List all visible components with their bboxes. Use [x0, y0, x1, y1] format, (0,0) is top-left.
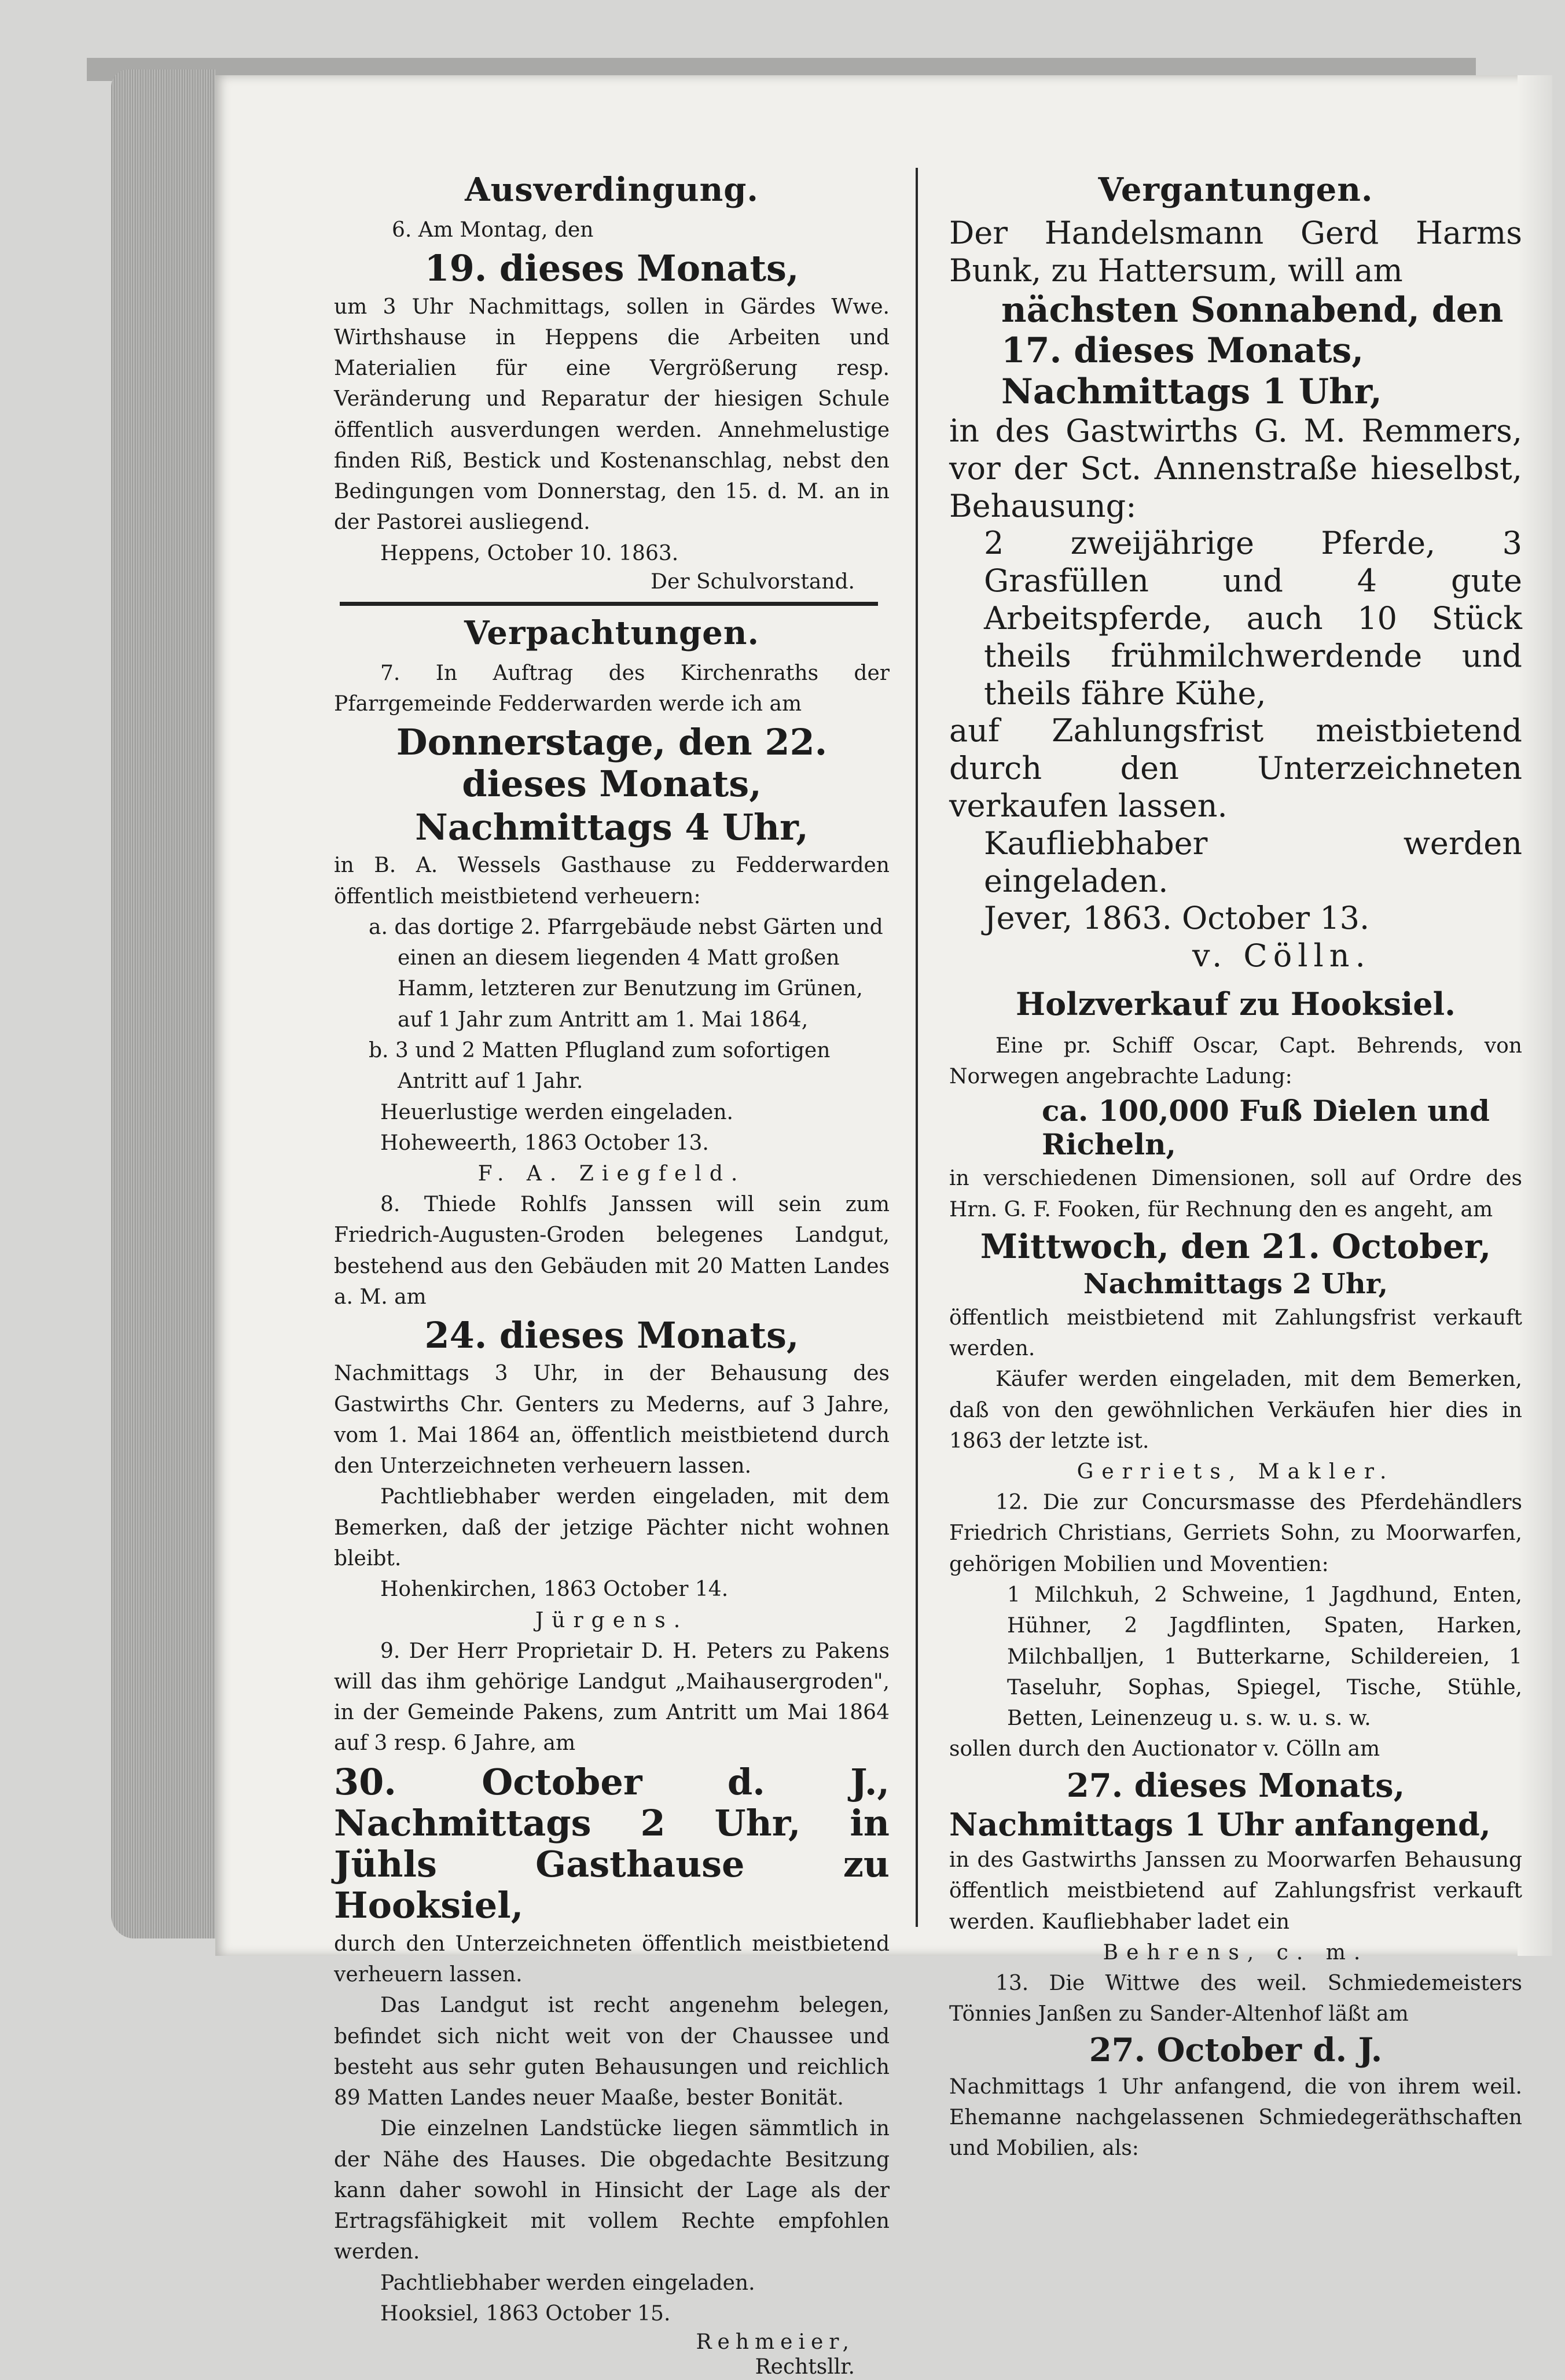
notice-12-intro: 12. Die zur Concursmasse des Pferdehändlers Friedrich Christians, Gerriets Sohn, zu Moorwarfen, gehörigen Mobilien und Moventien: [949, 1491, 1522, 1576]
notice-10-line5: Kaufliebhaber werden eingeladen. [984, 825, 1522, 899]
notice-7-time: Nachmittags 4 Uhr, [415, 806, 809, 849]
notice-11-body: in verschiedenen Dimensionen, soll auf Ordre des Hrn. G. F. Fooken, für Rechnung den es angeht, am [949, 1167, 1522, 1222]
notice-8-place: Hohenkirchen, 1863 October 14. [380, 1577, 729, 1602]
notice-9-body3: Die einzelnen Landstücke liegen sämmtlich in der Nähe des Hauses. Die obgedachte Besitzung kann daher sowohl in Hinsicht der Lage als der Ertragsfähigkeit mit vollem Rechte empfohlen werden. [334, 2117, 890, 2264]
notice-8-body: Nachmittags 3 Uhr, in der Behausung des Gastwirths Chr. Genters zu Mederns, auf 3 Jahre, vom 1. Mai 1864 an, öffentlich meistbietend durch den Unterzeichneten verheuern lassen. [334, 1362, 890, 1478]
notice-12-body: sollen durch den Auctionator v. Cölln am [949, 1737, 1380, 1761]
notice-10-place: Jever, 1863. October 13. [984, 900, 1370, 937]
notice-7-item-a: a. das dortige 2. Pfarrgebäude nebst Gärten und einen an diesem liegenden 4 Matt großen Hamm, letzteren zur Benutzung im Grünen, auf 1 Jahr zum Antritt am 1. Mai 1864, [369, 915, 883, 1032]
notice-9-invite: Pachtliebhaber werden eingeladen. [380, 2271, 755, 2295]
notice-6-intro: 6. Am Montag, den [392, 218, 594, 242]
book-page-edges [111, 69, 215, 1938]
heading-ausverdingung: Ausverdingung. [465, 171, 759, 209]
notice-12-date: 27. dieses Monats, [1066, 1766, 1405, 1805]
notice-10-date: nächsten Sonnabend, den 17. dieses Monats, Nachmittags 1 Uhr, [1001, 289, 1504, 413]
notice-6-place: Heppens, October 10. 1863. [380, 541, 679, 565]
notice-11-signature: Gerriets, Makler. [1077, 1460, 1395, 1484]
notice-12-signature: Behrens, c. m. [1103, 1940, 1369, 1965]
notice-9-body: durch den Unterzeichneten öffentlich meistbietend verheuern lassen. [334, 1932, 890, 1987]
notice-11-big: ca. 100,000 Fuß Dielen und Richeln, [1042, 1094, 1490, 1161]
page-gutter-shade [1518, 75, 1552, 1956]
left-column [334, 165, 890, 2380]
notice-12-items: 1 Milchkuh, 2 Schweine, 1 Jagdhund, Enten, Hühner, 2 Jagdflinten, Spaten, Harken, Milchballjen, 1 Butterkarne, Schildereien, 1 Taseluhr, Sophas, Spiegel, Tische, Stühle, Betten, Leinenzeug u. s. w. u. s. w. [1007, 1583, 1522, 1731]
notice-11-intro: Eine pr. Schiff Oscar, Capt. Behrends, von Norwegen angebrachte Ladung: [949, 1033, 1522, 1089]
notice-11-body3: Käufer werden eingeladen, mit dem Bemerken, daß von den gewöhnlichen Verkäufen hier dies in 1863 der letzte ist. [949, 1367, 1522, 1453]
notice-7-signature: F. A. Ziegfeld. [477, 1162, 746, 1186]
notice-9-date: 30. October d. J., Nachmittags 2 Uhr, in Jühls Gasthause zu Hooksiel, [334, 1760, 890, 1927]
notice-7-intro: 7. In Auftrag des Kirchenraths der Pfarrgemeinde Fedderwarden werde ich am [334, 661, 890, 716]
notice-12-body2: in des Gastwirths Janssen zu Moorwarfen Behausung öffentlich meistbietend auf Zahlungsfrist verkauft werden. Kaufliebhaber ladet ein [949, 1848, 1522, 1934]
notice-7-body: in B. A. Wessels Gasthause zu Fedderwarden öffentlich meistbietend verheuern: [334, 854, 890, 908]
column-divider [916, 168, 918, 1927]
heading-verpachtungen: Verpachtungen. [464, 613, 759, 652]
newspaper-page [215, 75, 1552, 2379]
notice-7-item-b: b. 3 und 2 Matten Pflugland zum sofortigen Antritt auf 1 Jahr. [369, 1038, 831, 1094]
notice-8-intro: 8. Thiede Rohlfs Janssen will sein zum Friedrich-Augusten-Groden belegenes Landgut, bestehend aus den Gebäuden mit 20 Matten Landes a. M. am [334, 1193, 890, 1309]
notice-10-line2: in des Gastwirths G. M. Remmers, vor der Sct. Annenstraße hieselbst, Behausung: [949, 412, 1522, 524]
notice-9-signature: Rehmeier, [696, 2330, 855, 2355]
notice-6-signature: Der Schulvorstand. [651, 569, 855, 594]
notice-9-place: Hooksiel, 1863 October 15. [380, 2301, 671, 2326]
notice-11-time: Nachmittags 2 Uhr, [1083, 1267, 1388, 1300]
notice-10-signature: v. Cölln. [1192, 937, 1371, 974]
notice-9-signature-role: Rechtsllr. [755, 2355, 855, 2379]
section-divider [340, 602, 878, 606]
notice-8-invite: Pachtliebhaber werden eingeladen, mit dem Bemerken, daß der jetzige Pächter nicht wohnen bleibt. [334, 1485, 890, 1570]
notice-7-place: Hoheweerth, 1863 October 13. [380, 1131, 709, 1155]
notice-11-date: Mittwoch, den 21. October, [980, 1227, 1491, 1266]
notice-7-invite: Heuerlustige werden eingeladen. [380, 1100, 733, 1124]
notice-10-line4: auf Zahlungsfrist meistbietend durch den Unterzeichneten verkaufen lassen. [949, 712, 1522, 824]
notice-9-intro: 9. Der Herr Proprietair D. H. Peters zu Pakens will das ihm gehörige Landgut „Maihausergroden", in der Gemeinde Pakens, zum Antritt um Mai 1864 auf 3 resp. 6 Jahre, am [334, 1639, 890, 1756]
heading-vergantungen: Vergantungen. [1098, 171, 1373, 209]
notice-13-intro: 13. Die Wittwe des weil. Schmiedemeisters Tönnies Janßen zu Sander-Altenhof läßt am [949, 1971, 1522, 2026]
notice-9-body2: Das Landgut ist recht angenehm belegen, befindet sich nicht weit von der Chaussee und besteht aus sehr guten Behausungen und reichlich 89 Matten Landes neuer Maaße, bester Bonität. [334, 1993, 890, 2110]
notice-6-body: um 3 Uhr Nachmittags, sollen in Gärdes Wwe. Wirthshause in Heppens die Arbeiten und Materialien für eine Vergrößerung resp. Veränderung und Reparatur der hiesigen Schule öffentlich ausverdungen werden. Annehmelustige finden Riß, Bestick und Kostenanschlag, nebst den Bedingungen vom Donnerstag, den 15. d. M. an in der Pastorei ausliegend. [334, 295, 890, 535]
right-column [949, 165, 1522, 2164]
heading-holzverkauf: Holzverkauf zu Hooksiel. [1016, 985, 1456, 1022]
notice-10-line1: Der Handelsmann Gerd Harms Bunk, zu Hattersum, will am [949, 215, 1522, 289]
notice-13-date: 27. October d. J. [1089, 2031, 1383, 2070]
notice-8-signature: Jürgens. [535, 1608, 689, 1632]
notice-6-date: 19. dieses Monats, [424, 247, 799, 290]
notice-11-body2: öffentlich meistbietend mit Zahlungsfrist verkauft werden. [949, 1305, 1522, 1361]
notice-10-line3: 2 zweijährige Pferde, 3 Grasfüllen und 4 gute Arbeitspferde, auch 10 Stück theils frühmilchwerdende und theils fähre Kühe, [984, 525, 1522, 712]
notice-12-time: Nachmittags 1 Uhr anfangend, [949, 1805, 1491, 1843]
notice-13-body: Nachmittags 1 Uhr anfangend, die von ihrem weil. Ehemanne nachgelassenen Schmiedegeräthschaften und Mobilien, als: [949, 2074, 1522, 2161]
notice-7-date: Donnerstage, den 22. dieses Monats, [396, 721, 828, 805]
notice-8-date: 24. dieses Monats, [424, 1314, 799, 1357]
